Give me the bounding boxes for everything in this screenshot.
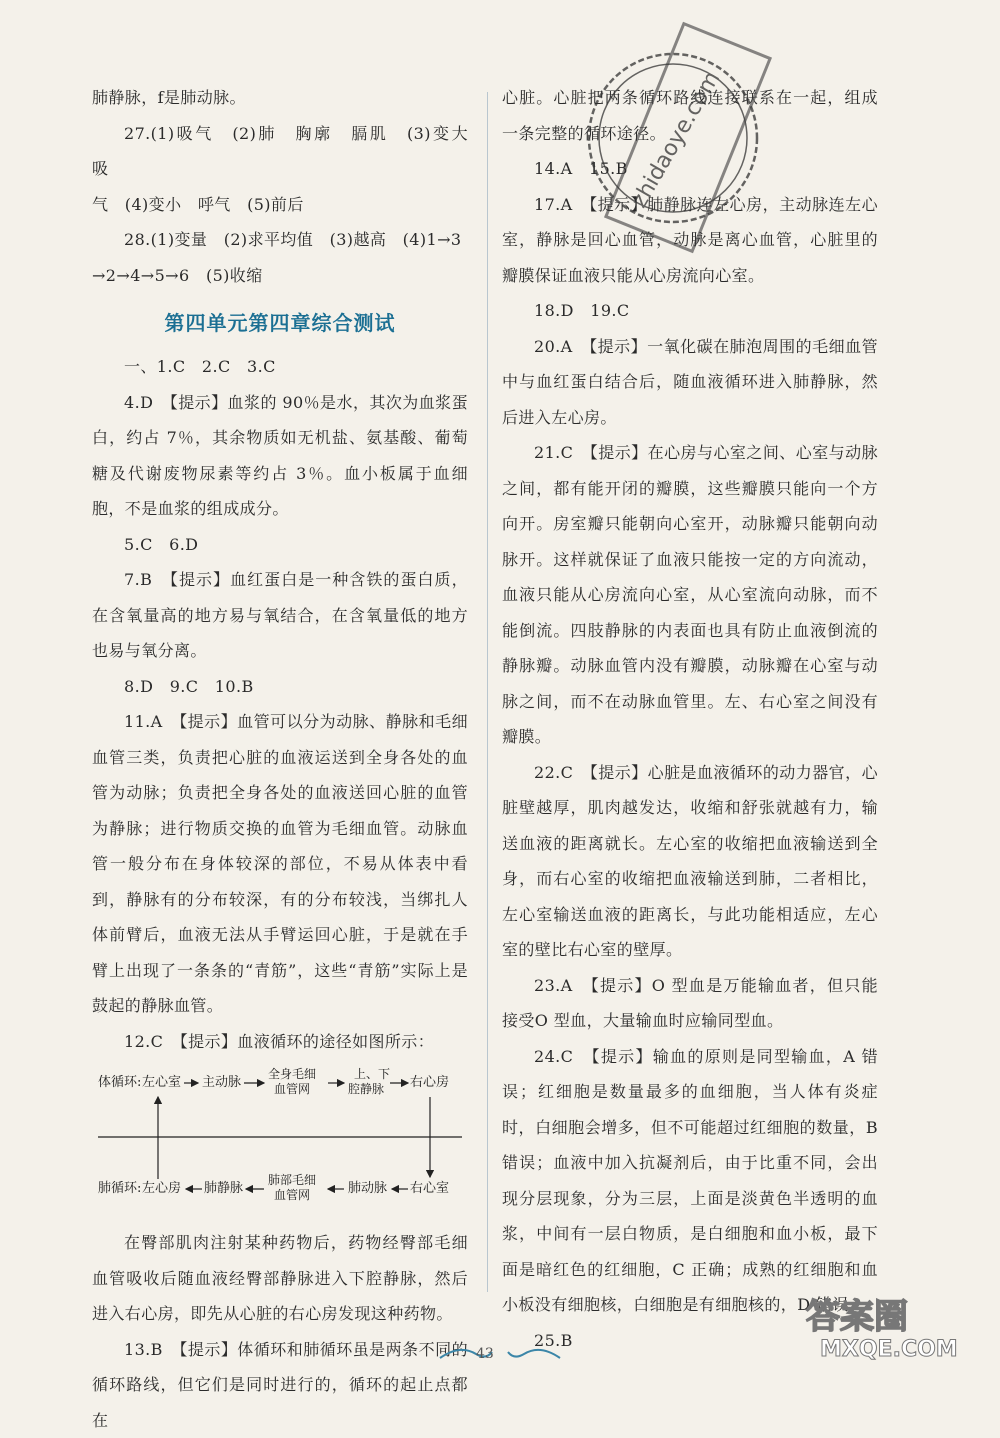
answer-27-cont: 气 (4)变小 呼气 (5)前后 — [92, 187, 468, 223]
answer-1-3: 一、1.C 2.C 3.C — [92, 349, 468, 385]
answer-21: 21.C 【提示】在心房与心室之间、心室与动脉之间，都有能开闭的瓣膜，这些瓣膜只能向一个方向开。房室瓣只能朝向心室开，动脉瓣只能朝向动脉开。这样就保证了血液只能按一定的方向流动，血液只能从心房流向心室，从心室流向动脉，而不能倒流。四肢静脉的内表面也具有防止血液倒流的静脉瓣。动脉血管内没有瓣膜，动脉瓣在心室与动脉之间，而不在动脉血管里。左、右心室之间没有瓣膜。 — [502, 435, 878, 755]
node-capillaries-body: 全身毛细 — [268, 1067, 316, 1081]
page-number: 43 — [476, 1346, 494, 1362]
node-left-ventricle: 左心室 — [142, 1075, 181, 1090]
answer-20: 20.A 【提示】一氧化碳在肺泡周围的毛细血管中与血红蛋白结合后，随血液循环进入肺静脉，然后进入左心房。 — [502, 329, 878, 436]
answer-18-19: 18.D 19.C — [502, 293, 878, 329]
footer-ornament — [430, 1338, 570, 1365]
answer-12: 12.C 【提示】血液循环的途径如图所示： — [92, 1024, 468, 1060]
node-pulmonary-vein: 肺静脉 — [204, 1181, 243, 1196]
pulmonary-circulation-label: 肺循环: — [98, 1181, 141, 1196]
blood-circulation-diagram — [92, 1067, 468, 1217]
left-column — [92, 80, 468, 1438]
answer-text: 肺静脉，f是肺动脉。 — [92, 80, 468, 116]
node-vena-cava: 上、下 — [354, 1067, 390, 1081]
node-right-atrium: 右心房 — [410, 1075, 449, 1090]
answer-22: 22.C 【提示】心脏是血液循环的动力器官，心脏壁越厚，肌肉越发达，收缩和舒张就越有力，输送血液的距离就长。左心室的收缩把血液输送到全身，而右心室的收缩把血液输送到肺，二者相比，左心室输送血液的距离长，与此功能相适应，左心室的壁比右心室的壁厚。 — [502, 755, 878, 968]
answer-12-explanation: 在臀部肌肉注射某种药物后，药物经臀部毛细血管吸收后随血液经臀部静脉进入下腔静脉，然后进入右心房，即先从心脏的右心房发现这种药物。 — [92, 1225, 468, 1332]
answer-8-10: 8.D 9.C 10.B — [92, 669, 468, 705]
svg-text:zhidaoye.com: zhidaoye.com — [627, 67, 725, 212]
node-aorta: 主动脉 — [202, 1075, 241, 1090]
answer-5-6: 5.C 6.D — [92, 527, 468, 563]
node-vena-cava-2: 腔静脉 — [348, 1082, 384, 1096]
right-column — [502, 80, 878, 1358]
answer-14-15: 14.A 15.B — [502, 151, 878, 187]
svg-text:MXQE.COM: MXQE.COM — [820, 1337, 958, 1362]
node-capillaries-body-2: 血管网 — [274, 1082, 310, 1096]
answer-25: 25.B — [502, 1323, 878, 1359]
column-divider — [487, 92, 488, 1292]
node-left-atrium: 左心房 — [142, 1181, 181, 1196]
node-right-ventricle: 右心室 — [410, 1181, 449, 1196]
answer-7: 7.B 【提示】血红蛋白是一种含铁的蛋白质，在含氧量高的地方易与氧结合，在含氧量低的地方也易与氧分离。 — [92, 562, 468, 669]
answer-11: 11.A 【提示】血管可以分为动脉、静脉和毛细血管三类，负责把心脏的血液运送到全身各处的血管为动脉；负责把全身各处的血液送回心脏的血管为静脉；进行物质交换的血管为毛细血管。动脉血管一般分布在身体较深的部位，不易从体表中看到，静脉有的分布较深，有的分布较浅，当绑扎人体前臂后，血液无法从手臂运回心脏，于是就在手臂上出现了一条条的“青筋”，这些“青筋”实际上是鼓起的静脉血管。 — [92, 704, 468, 1024]
section-title: 第四单元第四章综合测试 — [92, 307, 468, 339]
svg-text:答案圈: 答案圈 — [806, 1297, 908, 1337]
node-capillaries-lung-2: 血管网 — [274, 1188, 310, 1202]
answer-23: 23.A 【提示】O 型血是万能输血者，但只能接受O 型血，大量输血时应输同型血。 — [502, 968, 878, 1039]
answer-27: 27.(1)吸气 (2)肺 胸廓 膈肌 (3)变大 吸 — [92, 116, 468, 187]
node-pulmonary-artery: 肺动脉 — [348, 1181, 387, 1196]
answer-17: 17.A 【提示】肺静脉连左心房，主动脉连左心室，静脉是回心血管，动脉是离心血管，心脏里的瓣膜保证血液只能从心房流向心室。 — [502, 187, 878, 294]
answer-28: 28.(1)变量 (2)求平均值 (3)越高 (4)1→3 — [92, 222, 468, 258]
answer-13-cont: 心脏。心脏把两条循环路线连接联系在一起，组成一条完整的循环途径。 — [502, 80, 878, 151]
systemic-circulation-label: 体循环: — [98, 1075, 141, 1090]
answer-4: 4.D 【提示】血浆的 90％是水，其次为血浆蛋白，约占 7％，其余物质如无机盐、氨基酸、葡萄糖及代谢废物尿素等约占 3％。血小板属于血细胞，不是血浆的组成成分。 — [92, 385, 468, 527]
watermark-logo — [800, 1292, 995, 1362]
answer-24: 24.C 【提示】输血的原则是同型输血，A 错误；红细胞是数量最多的血细胞，当人体有炎症时，白细胞会增多，但不可能超过红细胞的数量，B 错误；血液中加入抗凝剂后，由于比重不同，会出现分层现象，分为三层，上面是淡黄色半透明的血浆，中间有一层白物质，是白细胞和血小板，最下面是暗红色的红细胞，C 正确；成熟的红细胞和血小板没有细胞核，白细胞是有细胞核的，D 错误。 — [502, 1039, 878, 1323]
answer-13: 13.B 【提示】体循环和肺循环虽是两条不同的循环路线，但它们是同时进行的，循环的起止点都在 — [92, 1332, 468, 1438]
answer-28-cont: →2→4→5→6 (5)收缩 — [92, 258, 468, 294]
node-capillaries-lung: 肺部毛细 — [268, 1173, 316, 1187]
